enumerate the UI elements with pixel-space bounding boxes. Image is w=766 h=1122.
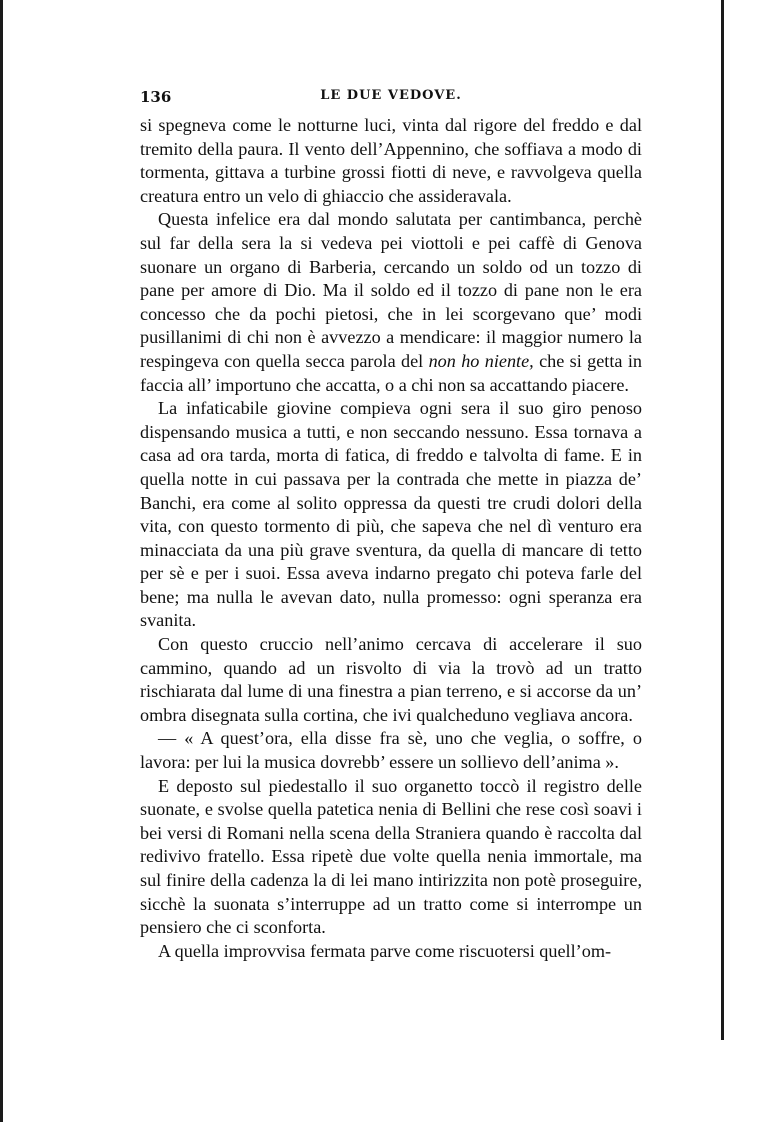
text-run: Con questo cruccio nell’animo cercava di accelerare il suo cammino, quando ad un risvolto di via la trovò ad un tratto rischiarata dal lume di una finestra a pian terreno, e si accorse da un’ ombra disegnata sulla cortina, che ivi qualcheduno vegliava ancora. (140, 634, 642, 725)
page-number: 136 (140, 88, 172, 106)
book-page (140, 88, 642, 963)
text-run: La infaticabile giovine compieva ogni sera il suo giro penoso dispensando musica a tutti, e non seccando nessuno. Essa tornava a casa ad ora tarda, morta di fatica, di freddo e talvolta di fame. E in quella notte in cui passava per la contrada che mette in piazza de’ Banchi, era come al solito oppressa da questi tre crudi dolori della vita, con questo tormento di più, che sapeva che nel dì venturo era minacciata da una più grave sventura, da quella di mancare di tetto per sè e per i suoi. Essa aveva indarno pregato chi poteva farle del bene; ma nulla le avevan dato, nulla promesso: ogni speranza era svanita. (140, 398, 642, 631)
text-run: si spegneva come le notturne luci, vinta dal rigore del freddo e dal tremito della paura. Il vento dell’Appennino, che soffiava a modo di tormenta, gittava a turbine grossi fiotti di neve, e ravvolgeva quella creatura entro un velo di ghiaccio che assideravala. (140, 115, 642, 206)
page-edge-left (0, 0, 3, 1122)
running-title: LE DUE VEDOVE. (320, 88, 462, 103)
text-run: che si getta in faccia all’ importuno che accatta, o a chi non sa accattando piacere. (140, 350, 642, 395)
running-head (140, 88, 642, 114)
text-run: Questa infelice era dal mondo salutata per cantimbanca, perchè sul far della sera la si vedeva pei viottoli e pei caffè di Genova suonare un organo di Barberia, cercando un soldo od un tozzo di pane per amore di Dio. Ma il soldo ed il tozzo di pane non le era concesso che da pochi pietosi, che in lei scorgevano que’ modi pusillanimi di chi non è avvezzo a mendicare: il maggior numero la respingeva con quella secca parola del (140, 209, 642, 371)
body-text (140, 114, 642, 963)
paragraph (140, 397, 642, 633)
text-run: E deposto sul piedestallo il suo organetto toccò il registro delle suonate, e svolse quella patetica nenia di Bellini che rese così soavi i bei versi di Romani nella scena della Straniera quando è raccolta dal redivivo fratello. Essa ripetè due volte quella nenia immortale, ma sul finire della cadenza la di lei mano intirizzita non potè proseguire, sicchè la suonata s’interruppe ad un tratto come si interrompe un pensiero che ci sconforta. (140, 775, 642, 938)
paragraph (140, 633, 642, 727)
paragraph (140, 940, 642, 964)
italic-phrase: non ho niente, (428, 350, 534, 371)
text-run: — « A quest’ora, ella disse fra sè, uno che veglia, o soffre, o lavora: per lui la musica dovrebb’ essere un sollievo dell’anima ». (140, 728, 642, 773)
page-edge-right (721, 0, 724, 1040)
paragraph (140, 208, 642, 397)
paragraph (140, 775, 642, 940)
text-run: A quella improvvisa fermata parve come riscuotersi quell’om- (158, 940, 612, 961)
paragraph (140, 727, 642, 774)
paragraph (140, 114, 642, 208)
